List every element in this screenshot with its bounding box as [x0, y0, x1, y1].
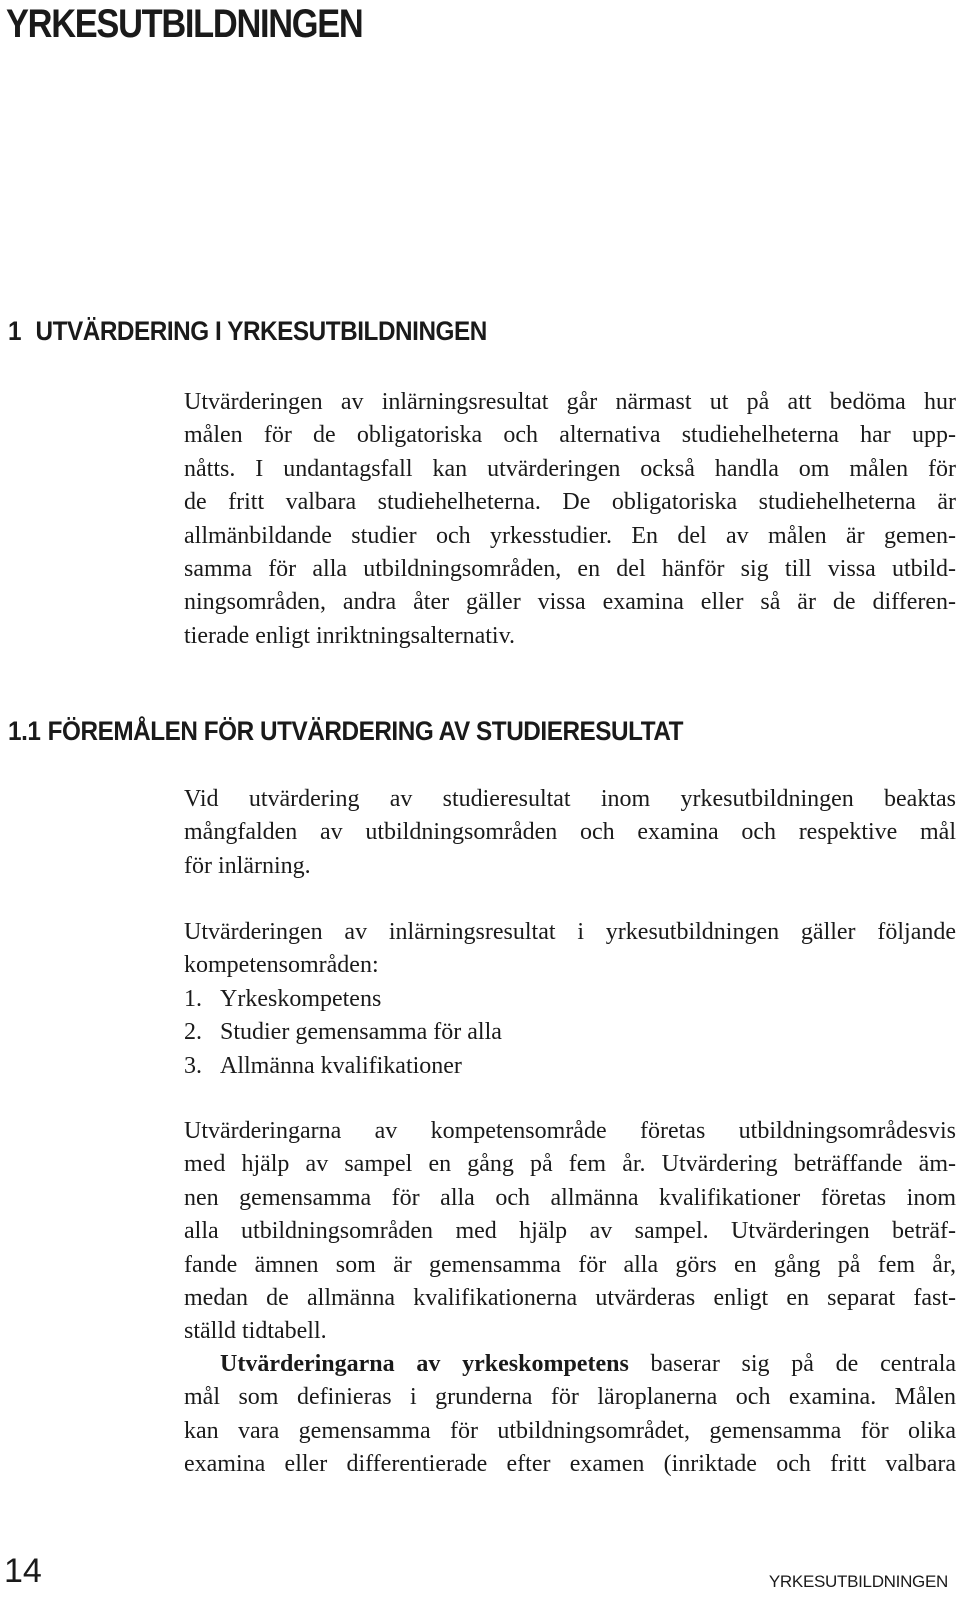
- text-line: tierade enligt inriktningsalternativ.: [184, 622, 516, 649]
- list-number: 1.: [184, 986, 202, 1012]
- text-line: nåtts. I undantagsfall kan utvärderingen också handla om målen för: [184, 455, 956, 482]
- text-line: [184, 1348, 956, 1381]
- text-line: mål som definieras i grunderna för läroplanerna och examina. Målen: [184, 1384, 956, 1411]
- section-number: 1: [8, 316, 22, 346]
- footer-label: YRKESUTBILDNINGEN: [768, 1572, 948, 1591]
- text-line: Utvärderingarna av kompetensområde företas utbildningsområdesvis: [184, 1118, 956, 1144]
- text-line: Vid utvärdering av studieresultat inom yrkesutbildningen beaktas: [184, 786, 956, 812]
- text-line: medan de allmänna kvalifikationerna utvärderas enligt en separat fast-: [184, 1285, 956, 1312]
- list-number: 3.: [184, 1052, 202, 1079]
- text-line: allmänbildande studier och yrkesstudier. En del av målen är gemen-: [184, 522, 956, 549]
- text-line: målen för de obligatoriska och alternativa studiehelheterna har upp-: [184, 422, 956, 449]
- competence-list: [184, 983, 956, 1083]
- bold-lead: Utvärderingarna av yrkeskompetens: [220, 1351, 629, 1377]
- list-text: Studier gemensamma för alla: [220, 1019, 502, 1046]
- page-number: 14: [4, 1552, 42, 1590]
- section-title-text: FÖREMÅLEN FÖR UTVÄRDERING AV STUDIERESULTAT: [47, 716, 684, 746]
- section1-1-paragraph-2: [184, 916, 956, 983]
- text-line: kompetensområden:: [184, 952, 379, 979]
- section1-paragraph: [184, 386, 956, 653]
- list-number: 2.: [184, 1019, 202, 1046]
- text-line: för inlärning.: [184, 852, 311, 879]
- text-line: Utvärderingen av inlärningsresultat i yrkesutbildningen gäller följande: [184, 919, 956, 945]
- text-line: mångfalden av utbildningsområden och examina och respektive mål: [184, 819, 956, 846]
- list-item: [184, 983, 956, 1016]
- section1-1-paragraph-4: [184, 1348, 956, 1482]
- section-heading-1: [8, 316, 487, 347]
- text-line: ningsområden, andra åter gäller vissa examina eller så är de differen-: [184, 589, 956, 616]
- text-line: med hjälp av sampel en gång på fem år. Utvärdering beträffande äm-: [184, 1151, 956, 1178]
- section1-1-paragraph-3: [184, 1115, 956, 1349]
- text-line: alla utbildningsområden med hjälp av sampel. Utvärderingen beträf-: [184, 1218, 956, 1245]
- text-line: de fritt valbara studiehelheterna. De obligatoriska studiehelheterna är: [184, 489, 956, 516]
- text-line: Utvärderingen av inlärningsresultat går närmast ut på att bedöma hur: [184, 389, 956, 415]
- running-title: YRKESUTBILDNINGEN: [6, 2, 363, 46]
- section-number: 1.1: [8, 716, 41, 746]
- text-line: ställd tidtabell.: [184, 1318, 327, 1345]
- list-text: Yrkeskompetens: [220, 986, 382, 1012]
- text-line: examina eller differentierade efter examen (inriktade och fritt valbara: [184, 1451, 956, 1478]
- text-line: samma för alla utbildningsområden, en del hänför sig till vissa utbild-: [184, 556, 956, 583]
- section1-1-paragraph-1: [184, 783, 956, 883]
- section-title-text: UTVÄRDERING I YRKESUTBILDNINGEN: [35, 316, 487, 346]
- list-item: [184, 1050, 956, 1083]
- list-text: Allmänna kvalifikationer: [220, 1052, 462, 1079]
- text-line: nen gemensamma för alla och allmänna kvalifikationer företas inom: [184, 1184, 956, 1211]
- section-heading-1-1: [8, 716, 683, 747]
- text-run: baserar sig på de centrala: [628, 1351, 957, 1377]
- text-line: fande ämnen som är gemensamma för alla görs en gång på fem år,: [184, 1251, 956, 1278]
- list-item: [184, 1016, 956, 1049]
- text-line: kan vara gemensamma för utbildningsområdet, gemensamma för olika: [184, 1417, 956, 1444]
